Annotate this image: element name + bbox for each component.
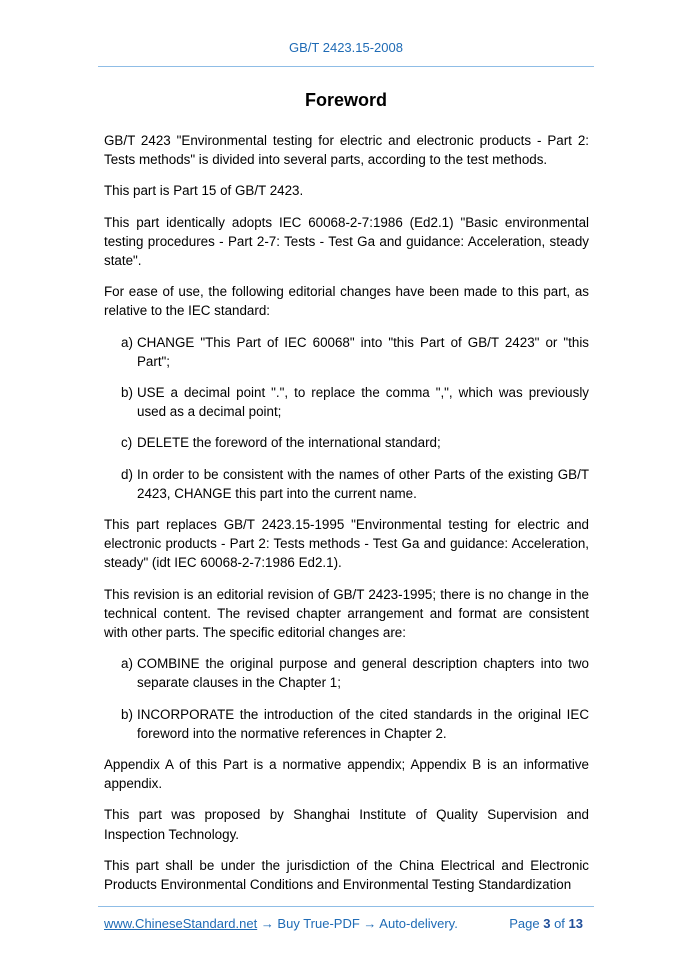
list-text: In order to be consistent with the names of other Parts of the existing GB/T 2423, CHANGE this part into the current name. (137, 466, 589, 501)
list-item (104, 705, 589, 743)
list-item (104, 383, 589, 421)
list-item (104, 333, 589, 371)
page-number (509, 916, 583, 931)
list-marker: d) (121, 466, 133, 482)
list-marker: c) (121, 435, 133, 451)
paragraph-1: GB/T 2423 "Environmental testing for electric and electronic products - Part 2: Tests methods" is divided into several parts, according to the test methods. (104, 133, 589, 168)
list-marker: a) (121, 656, 133, 672)
list-text: DELETE the foreword of the international standard; (137, 435, 441, 451)
running-header: GB/T 2423.15-2008 (289, 40, 403, 55)
page-total: 13 (568, 916, 583, 931)
footer-divider (98, 906, 594, 907)
document-body (104, 131, 589, 906)
page-label: Page (509, 916, 540, 931)
paragraph-4: For ease of use, the following editorial changes have been made to this part, as relative to the IEC standard: (104, 284, 589, 319)
list-marker: b) (121, 385, 133, 401)
page-current: 3 (543, 916, 551, 931)
list-text: INCORPORATE the introduction of the cited standards in the original IEC foreword into the normative references in Chapter 2. (137, 706, 589, 741)
header-divider (98, 66, 594, 67)
footer-tagline: → Buy True-PDF → Auto-delivery. (257, 916, 458, 931)
list-marker: a) (121, 334, 133, 350)
list-item (104, 654, 589, 692)
paragraph-2: This part is Part 15 of GB/T 2423. (104, 183, 304, 199)
paragraph-9: This part shall be under the jurisdiction of the China Electrical and Electronic Products Environmental Conditions and Environmental Testing Standardization (104, 857, 589, 893)
paragraph-7: Appendix A of this Part is a normative appendix; Appendix B is an informative appendix. (104, 757, 589, 792)
list-marker: b) (121, 706, 133, 722)
list-item (104, 433, 589, 452)
website-link[interactable]: www.ChineseStandard.net (104, 916, 258, 931)
list-text: CHANGE "This Part of IEC 60068" into "this Part of GB/T 2423" or "this Part"; (137, 334, 589, 369)
page-footer (104, 916, 589, 931)
paragraph-6: This revision is an editorial revision of GB/T 2423-1995; there is no change in the technical content. The revised chapter arrangement and format are consistent with other parts. The specific editorial changes are: (104, 586, 589, 641)
list-item (104, 465, 589, 503)
paragraph-3: This part identically adopts IEC 60068-2-7:1986 (Ed2.1) "Basic environmental testing procedures - Part 2-7: Tests - Test Ga and guidance: Acceleration, steady state". (104, 214, 589, 269)
paragraph-5: This part replaces GB/T 2423.15-1995 "Environmental testing for electric and electronic products - Part 2: Tests methods - Test Ga and guidance: Acceleration, steady" (idt IEC 60068-2-7:1986 Ed2.1). (104, 517, 589, 571)
paragraph-8: This part was proposed by Shanghai Institute of Quality Supervision and Inspection Technology. (104, 807, 589, 842)
page-title: Foreword (304, 90, 387, 110)
list-text: USE a decimal point ".", to replace the comma ",", which was previously used as a decimal point; (137, 385, 589, 420)
list-text: COMBINE the original purpose and general description chapters into two separate clauses in the Chapter 1; (137, 656, 589, 691)
page-of: of (554, 916, 565, 931)
